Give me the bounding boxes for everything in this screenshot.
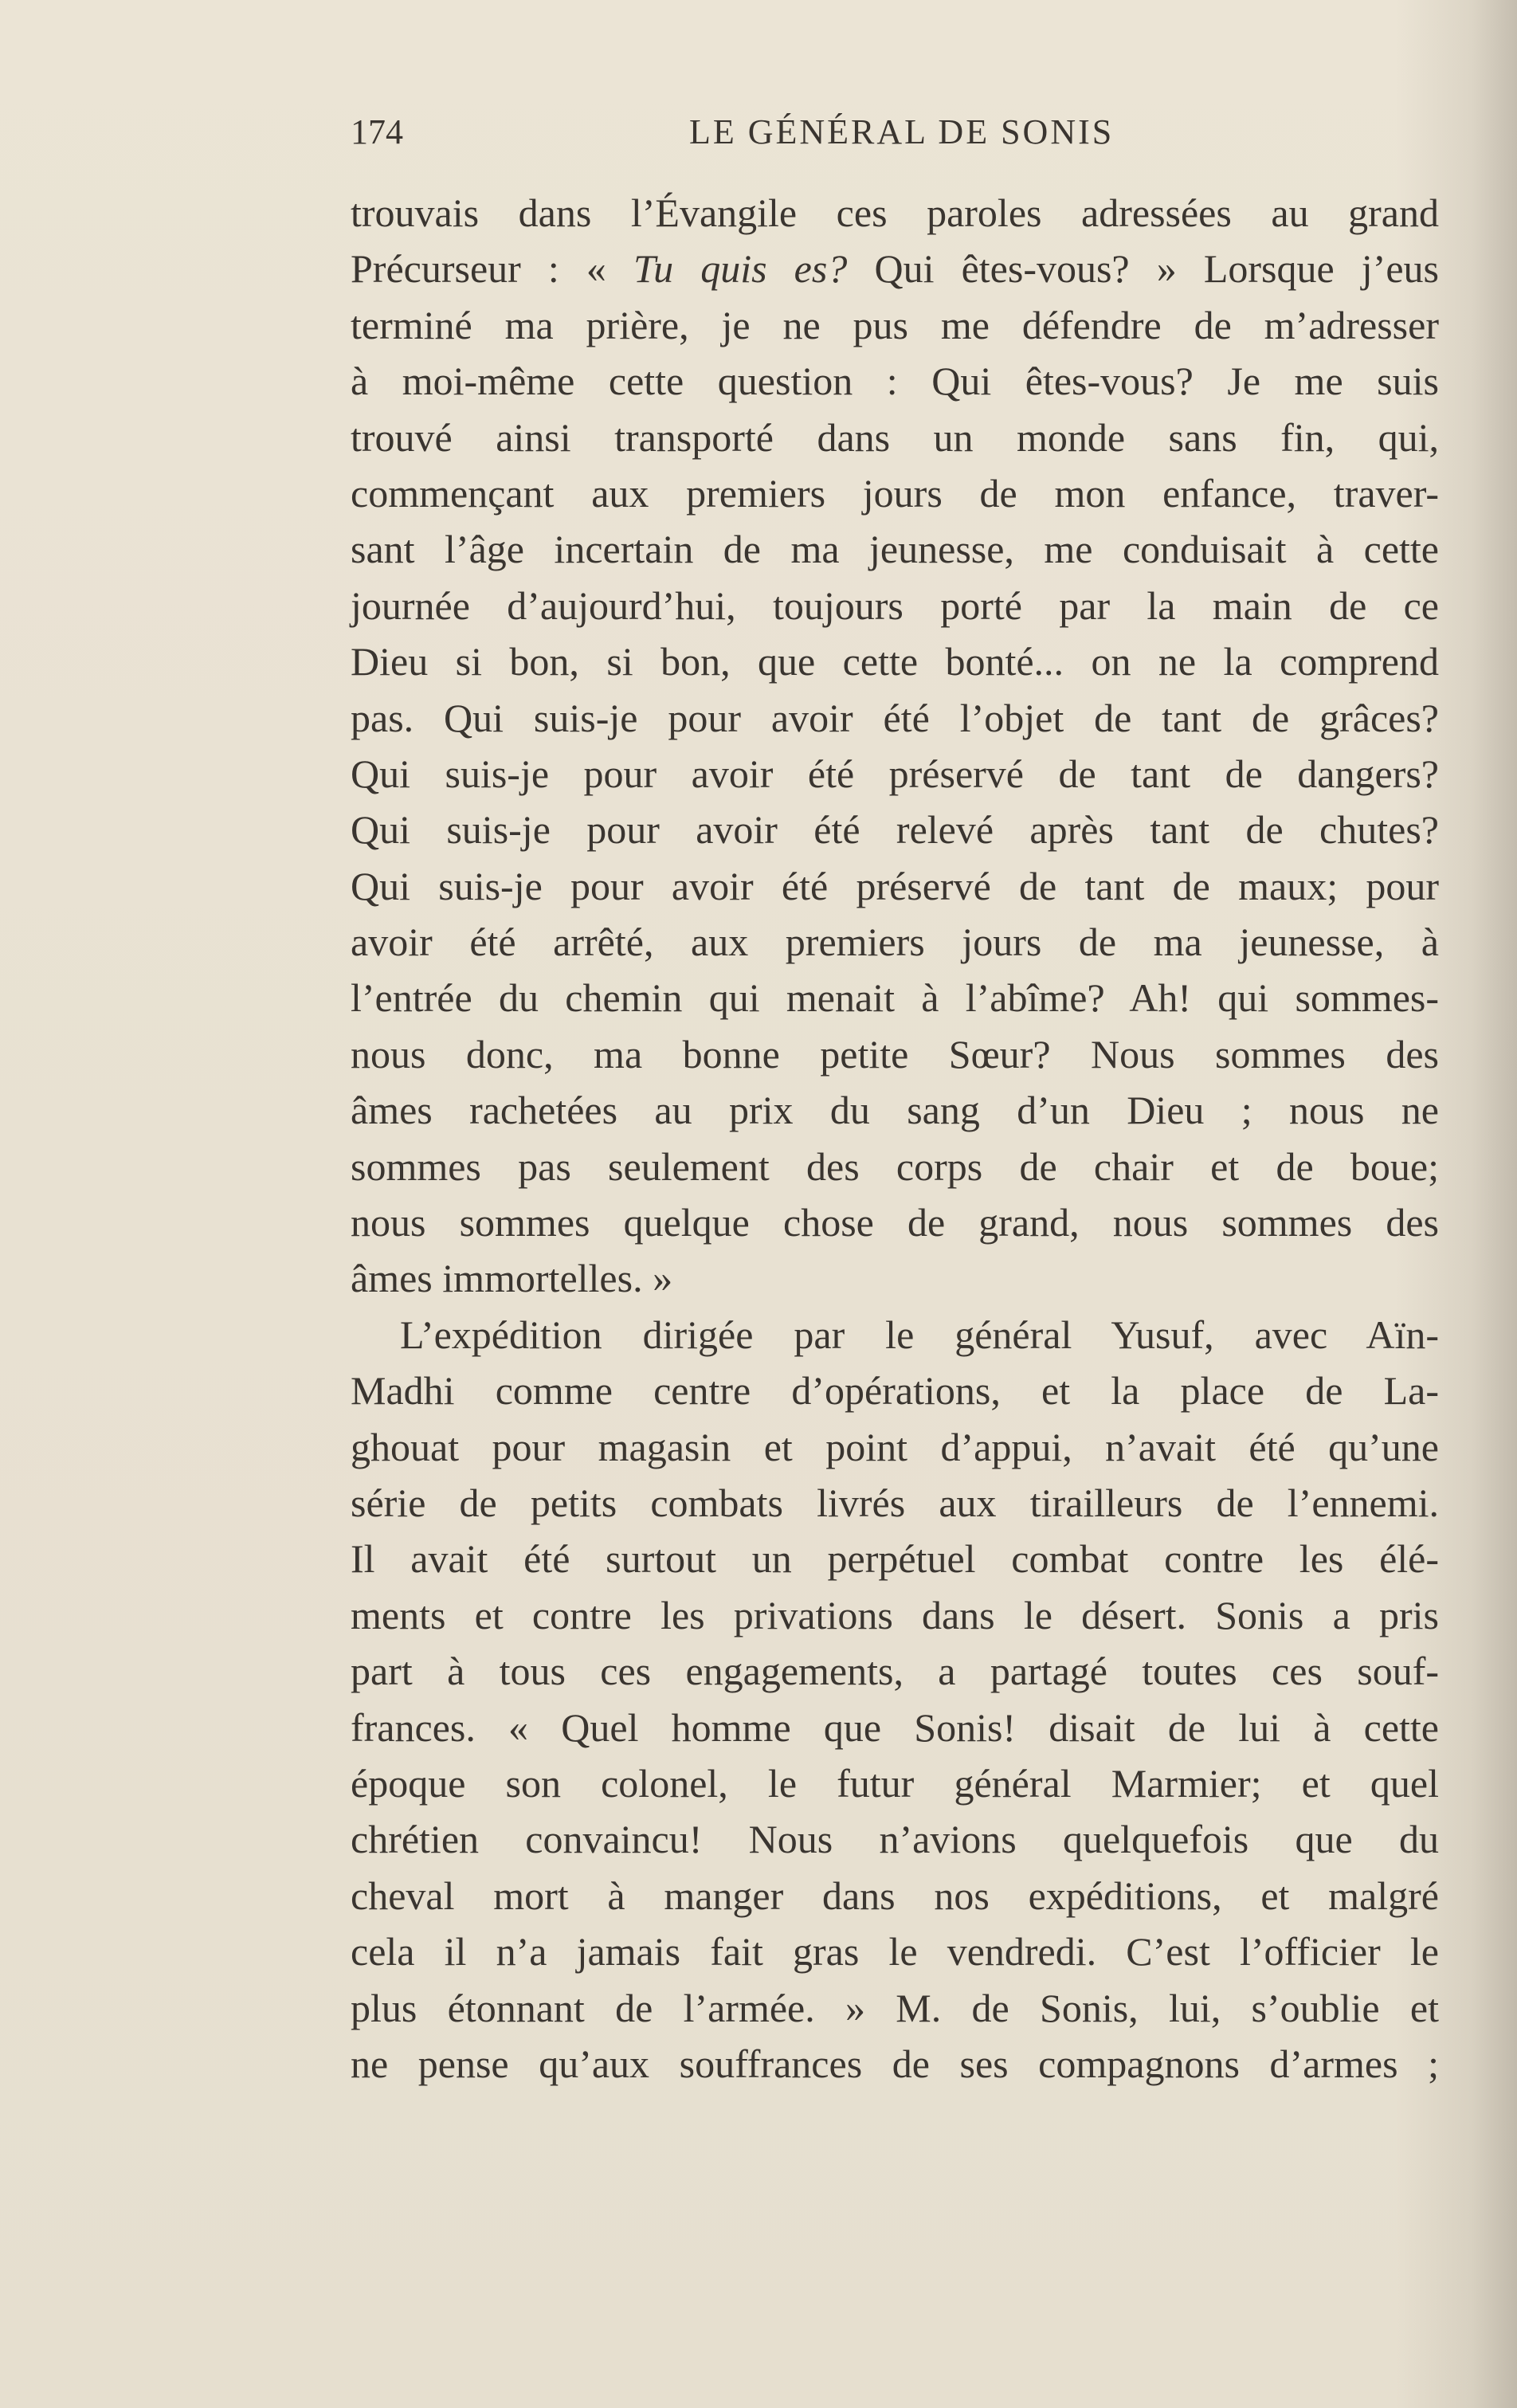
text-line: nous donc, ma bonne petite Sœur? Nous sommes des — [351, 1031, 1439, 1077]
text-line: sommes pas seulement des corps de chair et de boue; — [351, 1143, 1439, 1189]
text-line: ne pense qu’aux souffrances de ses compagnons d’armes ; — [351, 2041, 1439, 2086]
text-line: Qui suis-je pour avoir été préservé de tant de dangers? — [351, 751, 1439, 796]
text-line: avoir été arrêté, aux premiers jours de ma jeunesse, à — [351, 920, 1439, 965]
running-head — [351, 112, 1436, 159]
text-line: cela il n’a jamais fait gras le vendredi. C’est l’officier le — [351, 1929, 1439, 1975]
body-text — [351, 185, 1439, 2092]
italic-latin-phrase: Tu quis es? — [633, 246, 848, 292]
text-line: terminé ma prière, je ne pus me défendre de m’adresser — [351, 302, 1439, 347]
text-line: l’entrée du chemin qui menait à l’abîme? Ah! qui sommes- — [351, 975, 1439, 1021]
text-segment: Qui êtes-vous? » Lorsque j’eus — [847, 246, 1439, 292]
text-line: nous sommes quelque chose de grand, nous sommes des — [351, 1200, 1439, 1245]
text-line: trouvais dans l’Évangile ces paroles adressées au grand — [351, 190, 1439, 235]
text-line: Qui suis-je pour avoir été préservé de tant de maux; pour — [351, 863, 1439, 908]
paragraph-continuation — [351, 185, 1439, 1307]
text-line: commençant aux premiers jours de mon enfance, traver- — [351, 470, 1439, 516]
text-line: époque son colonel, le futur général Marmier; et quel — [351, 1760, 1439, 1806]
text-line: chrétien convaincu! Nous n’avions quelquefois que du — [351, 1817, 1439, 1862]
text-line-with-italic — [351, 241, 1439, 296]
text-line: plus étonnant de l’armée. » M. de Sonis, lui, s’oublie et — [351, 1985, 1439, 2030]
text-line: cheval mort à manger dans nos expéditions, et malgré — [351, 1873, 1439, 1918]
text-line: Il avait été surtout un perpétuel combat contre les élé- — [351, 1536, 1439, 1582]
text-line: journée d’aujourd’hui, toujours porté par la main de ce — [351, 582, 1439, 628]
text-line: frances. « Quel homme que Sonis! disait de lui à cette — [351, 1704, 1439, 1750]
text-line-first: L’expédition dirigée par le général Yusuf, avec Aïn- — [400, 1312, 1439, 1357]
text-line: trouvé ainsi transporté dans un monde sans fin, qui, — [351, 414, 1439, 460]
text-line: ghouat pour magasin et point d’appui, n’avait été qu’une — [351, 1424, 1439, 1469]
text-segment: Précurseur : « — [351, 246, 634, 292]
text-line: âmes rachetées au prix du sang d’un Dieu ; nous ne — [351, 1088, 1439, 1133]
text-line: à moi-même cette question : Qui êtes-vous? Je me suis — [351, 359, 1439, 404]
text-line: Madhi comme centre d’opérations, et la place de La- — [351, 1368, 1439, 1414]
text-line: Qui suis-je pour avoir été relevé après tant de chutes? — [351, 807, 1439, 853]
text-line: sant l’âge incertain de ma jeunesse, me conduisait à cette — [351, 527, 1439, 572]
running-title: LE GÉNÉRAL DE SONIS — [689, 112, 1115, 151]
text-line: part à tous ces engagements, a partagé toutes ces souf- — [351, 1649, 1439, 1694]
text-line: pas. Qui suis-je pour avoir été l’objet de tant de grâces? — [351, 695, 1439, 740]
paragraph — [351, 1307, 1439, 2092]
page-number: 174 — [351, 112, 403, 151]
text-line-last: âmes immortelles. » — [351, 1256, 673, 1301]
text-line: Dieu si bon, si bon, que cette bonté... on ne la comprend — [351, 639, 1439, 684]
text-line: ments et contre les privations dans le désert. Sonis a pris — [351, 1592, 1439, 1637]
text-line: série de petits combats livrés aux tirailleurs de l’ennemi. — [351, 1480, 1439, 1525]
